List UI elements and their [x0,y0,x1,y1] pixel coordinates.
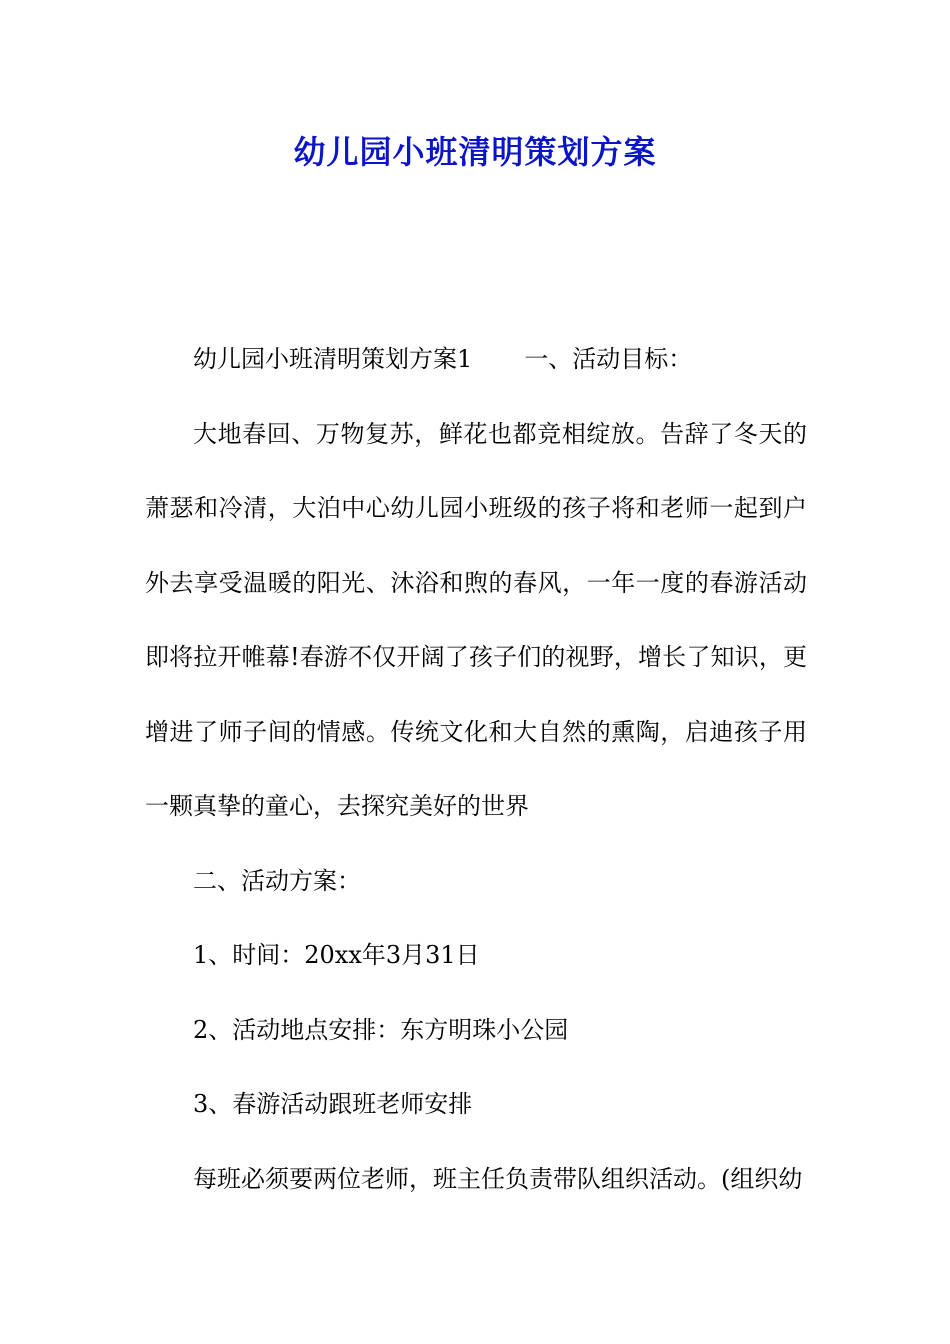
section-plan-heading: 二、活动方案： [193,866,361,895]
plan-item-location: 2、活动地点安排：东方明珠小公园 [193,1015,569,1044]
plan-item-teachers: 3、春游活动跟班老师安排 [193,1090,473,1118]
section-intro: 幼儿园小班清明策划方案1 [193,345,473,373]
paragraph-teacher-arrangement: 每班必须要两位老师，班主任负责带队组织活动。(组织幼 [193,1164,803,1193]
document-title: 幼儿园小班清明策划方案 [293,133,657,171]
section-goal-heading: 一、活动目标： [524,345,693,373]
intro-line [145,322,807,397]
document-body [145,322,807,1216]
paragraph-goal-description: 大地春回、万物复苏，鲜花也都竞相绽放。告辞了冬天的萧瑟和冷清，大泊中心幼儿园小班级的孩子将和老师一起到户外去享受温暖的阳光、沐浴和煦的春风，一年一度的春游活动即将拉开帷幕!春游不仅开阔了孩子们的视野，增长了知识，更增进了师子间的情感。传统文化和大自然的熏陶，启迪孩子用一颗真挚的童心，去探究美好的世界 [145,419,807,820]
plan-item-time: 1、时间：20xx年3月31日 [193,941,480,969]
